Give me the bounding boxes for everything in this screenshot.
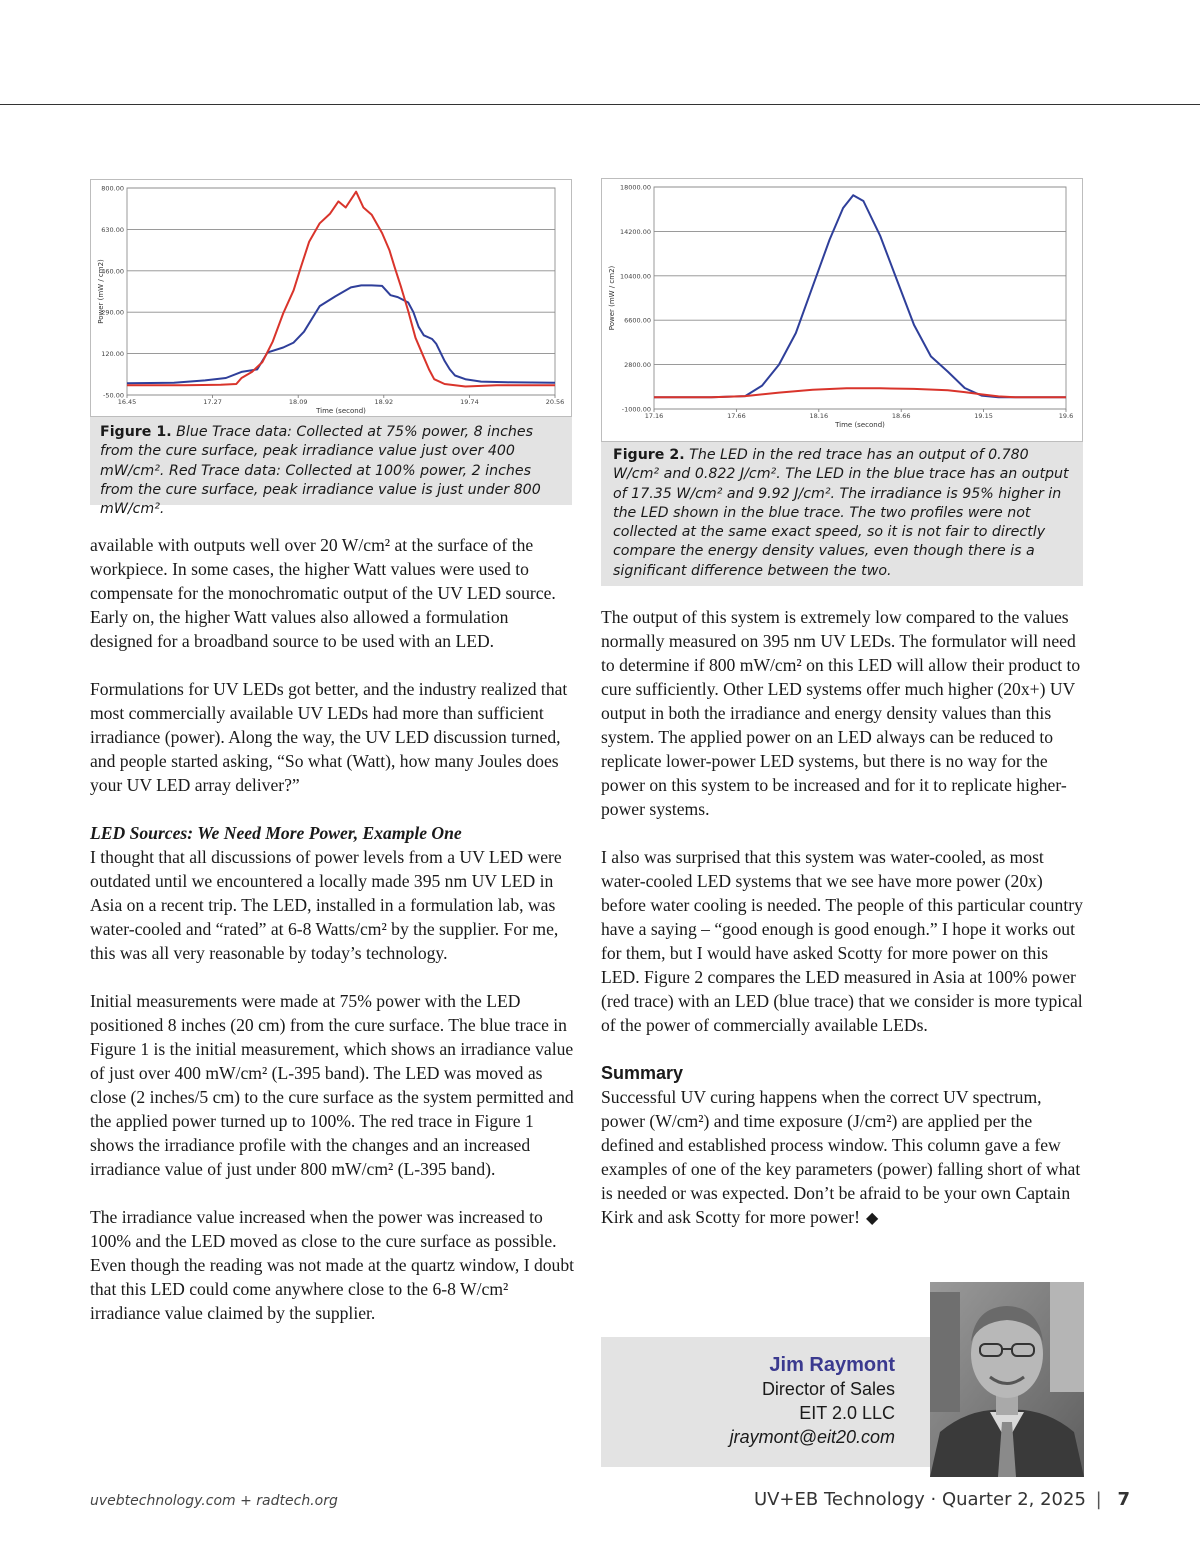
figure-1-plot-area bbox=[127, 188, 555, 395]
figure-2-y-tick-label: 10400.00 bbox=[619, 272, 651, 281]
figure-1-caption-lead: Figure 1. bbox=[100, 424, 172, 440]
figure-1-y-tick-label: 460.00 bbox=[101, 267, 124, 276]
figure-1-y-tick-label: -50.00 bbox=[103, 391, 124, 400]
body-paragraph: The output of this system is extremely low compared to the values normally measured on 395 nm UV LEDs. The formulator will need to determine if 800 mW/cm² on this LED will allow their product to cure sufficiently. Other LED systems offer much higher (20x+) UV output in both the irradiance and energy density values than this system. The applied power on an LED always can be reduced to replicate lower-power LED systems, but there is no way for the power on this system to be increased and for it to replicate higher-power systems. bbox=[601, 607, 1081, 819]
figure-2-y-tick-label: 2800.00 bbox=[624, 361, 651, 370]
figure-1 bbox=[90, 179, 572, 518]
figure-2-caption-lead: Figure 2. bbox=[613, 447, 685, 463]
left-column bbox=[90, 533, 575, 1325]
figure-1-chart-frame bbox=[90, 179, 572, 417]
body-paragraph: Initial measurements were made at 75% power with the LED positioned 8 inches (20 cm) from the cure surface. The blue trace in Figure 1 is the initial measurement, which shows an irradiance value of just over 400 mW/cm² (L-395 band). The LED was moved as close (2 inches/5 cm) to the cure surface as the system permitted and the applied power turned up to 100%. The red trace in Figure 1 shows the irradiance profile with the changes and an increased irradiance value of just under 800 mW/cm² (L-395 band). bbox=[90, 991, 574, 1179]
figure-2-x-tick-label: 18.16 bbox=[809, 412, 829, 420]
figure-2-caption-text: The LED in the red trace has an output of 0.780 W/cm² and 0.822 J/cm². The LED in the blue trace has an output of 17.35 W/cm² and 9.92 J/cm². The irradiance is 95% higher in the LED shown in the blue trace. The two profiles were not collected at the same exact speed, so it is not fair to directly compare the energy density values, even though there is a significant difference between the two. bbox=[613, 447, 1069, 579]
figure-1-y-axis-title: Power (mW / cm2) bbox=[97, 259, 105, 324]
figure-1-y-tick-label: 800.00 bbox=[101, 184, 124, 193]
summary-text: Successful UV curing happens when the correct UV spectrum, power (W/cm²) and time exposure (J/cm²) are applied per the defined and established process window. This column gave a few examples of one of the key parameters (power) falling short of what is needed or was expected. Don’t be afraid to be your own Captain Kirk and ask Scotty for more power! bbox=[601, 1087, 1081, 1227]
figure-2-y-tick-label: 18000.00 bbox=[619, 183, 651, 192]
footer-publication-title: UV+EB Technology · Quarter 2, 2025 bbox=[753, 1489, 1086, 1510]
right-column bbox=[601, 605, 1086, 1231]
figure-2-y-tick-label: 6600.00 bbox=[624, 316, 651, 325]
figure-1-x-tick-label: 17.27 bbox=[203, 398, 222, 406]
summary-heading: Summary bbox=[601, 1063, 684, 1083]
figure-1-x-tick-label: 18.92 bbox=[374, 398, 394, 406]
figure-2-x-tick-label: 17.16 bbox=[644, 412, 664, 420]
author-info bbox=[730, 1353, 895, 1449]
figure-1-y-tick-label: 630.00 bbox=[101, 225, 124, 234]
figure-2 bbox=[601, 178, 1083, 586]
body-paragraph: Formulations for UV LEDs got better, and the industry realized that most commercially available UV LEDs had more than sufficient irradiance (power). Along the way, the UV LED discussion turned, and people started asking, “So what (Watt), how many Joules does your UV LED array deliver?” bbox=[90, 679, 568, 795]
figure-2-x-tick-label: 19.15 bbox=[974, 412, 993, 420]
figure-2-x-tick-label: 19.6 bbox=[1058, 412, 1074, 420]
author-portrait-image bbox=[930, 1282, 1084, 1477]
figure-2-x-tick-label: 17.66 bbox=[727, 412, 746, 420]
footer-websites: uvebtechnology.com + radtech.org bbox=[90, 1493, 338, 1509]
author-email: jraymont@eit20.com bbox=[729, 1427, 895, 1447]
figure-1-x-tick-label: 16.45 bbox=[117, 398, 137, 406]
figure-2-y-axis-title: Power (mW / cm2) bbox=[608, 265, 616, 331]
figure-1-caption-text: Blue Trace data: Collected at 75% power, 8 inches from the cure surface, peak irradiance value just over 400 mW/cm². Red Trace data: Collected at 100% power, 2 inches from the cure surface, peak irradiance value is just under 800 mW/cm². bbox=[100, 424, 541, 518]
author-photo bbox=[930, 1282, 1084, 1477]
figure-1-y-tick-label: 290.00 bbox=[101, 308, 124, 317]
body-paragraph: I also was surprised that this system was water-cooled, as most water-cooled LED systems that we see have more power (20x) before water cooling is needed. The people of this particular country have a saying – “good enough is good enough.” I hope it works out for them, but I would have asked Scotty for more power on this LED. Figure 2 compares the LED measured in Asia at 100% power (red trace) with an LED (blue trace) that we consider is more typical of the power of commercially available LEDs. bbox=[601, 847, 1083, 1035]
body-paragraph: The irradiance value increased when the power was increased to 100% and the LED moved as close to the cure surface as possible. Even though the reading was not made at the quartz window, I doubt that this LED could come anywhere close to the 6-8 W/cm² irradiance value claimed by the supplier. bbox=[90, 1207, 575, 1323]
author-name: Jim Raymont bbox=[769, 1354, 895, 1376]
page-number: 7 bbox=[1117, 1489, 1130, 1510]
figure-2-chart bbox=[602, 179, 1082, 441]
top-rule bbox=[0, 104, 1200, 105]
figure-1-y-tick-label: 120.00 bbox=[101, 350, 124, 359]
figure-1-x-tick-label: 18.09 bbox=[288, 398, 308, 406]
figure-2-y-tick-label: -1000.00 bbox=[621, 405, 651, 414]
figure-2-y-tick-label: 14200.00 bbox=[619, 227, 651, 236]
figure-1-caption bbox=[100, 423, 566, 519]
figure-1-x-tick-label: 19.74 bbox=[460, 398, 479, 406]
section-subhead: LED Sources: We Need More Power, Example One bbox=[90, 823, 462, 843]
figure-1-x-axis-title: Time (second) bbox=[316, 407, 366, 415]
figure-2-x-axis-title: Time (second) bbox=[835, 421, 885, 429]
figure-1-x-tick-label: 20.56 bbox=[545, 398, 565, 406]
figure-2-chart-frame bbox=[601, 178, 1083, 442]
figure-2-caption bbox=[613, 446, 1075, 581]
footer-separator: | bbox=[1095, 1489, 1102, 1510]
figure-1-chart bbox=[91, 180, 571, 416]
author-company: EIT 2.0 LLC bbox=[799, 1403, 895, 1423]
footer-publication bbox=[754, 1489, 1130, 1510]
body-paragraph: available with outputs well over 20 W/cm² at the surface of the workpiece. In some cases, the higher Watt values were used to compensate for the monochromatic output of the UV LED source. Early on, the higher Watt values also allowed a formulation designed for a broadband source to be used with an LED. bbox=[90, 535, 556, 651]
end-mark-icon: ◆ bbox=[865, 1210, 879, 1227]
summary-paragraph bbox=[601, 1085, 1086, 1231]
figure-2-plot-area bbox=[654, 187, 1066, 409]
author-title: Director of Sales bbox=[761, 1379, 895, 1399]
figure-2-x-tick-label: 18.66 bbox=[891, 412, 911, 420]
body-paragraph: I thought that all discussions of power levels from a UV LED were outdated until we encountered a locally made 395 nm UV LED in Asia on a recent trip. The LED, installed in a formulation lab, was water-cooled and “rated” at 6-8 Watts/cm² by the supplier. For me, this was all very reasonable by today’s technology. bbox=[90, 847, 562, 963]
author-box bbox=[601, 1337, 931, 1467]
